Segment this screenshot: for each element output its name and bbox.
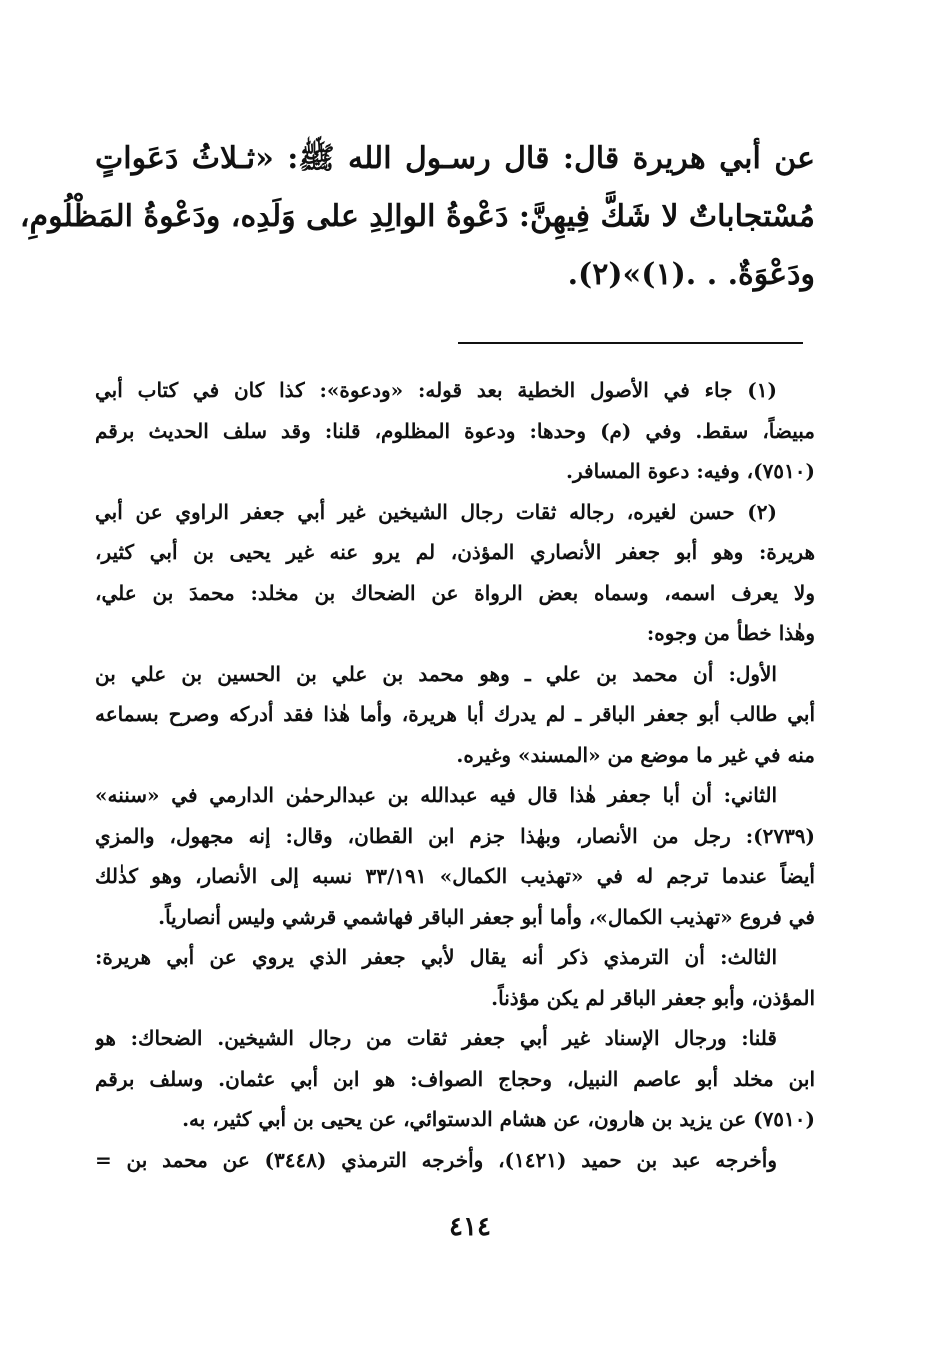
hadith-line: عن أبي هريرة قال: قال رسـول الله ﷺ: «ثـلاثُ دَعَواتٍ [95,141,815,176]
footnote-line: أيضاً عندما ترجم له في «تهذيب الكمال» ٣٣/١٩١ نسبه إلى الأنصار، وهو كذٰلك [95,864,815,888]
footnote-separator-rule [458,342,803,344]
page-number: ٤١٤ [449,1212,491,1242]
footnote-line: الثاني: أن أبا جعفر هٰذا قال فيه عبدالله بن عبدالرحمٰن الدارمي في «سننه» [95,783,777,807]
footnote-line: (١) جاء في الأصول الخطية بعد قوله: «ودعوة»: كذا كان في كتاب أبي [95,378,777,402]
footnote-2 [95,492,815,654]
footnote-1 [95,370,815,492]
hadith-line: مُسْتجاباتٌ لا شَكَّ فِيهِنَّ: دَعْوةُ الوالِدِ على وَلَدِه، ودَعْوةُ المَظْلُومِ، [19,199,815,234]
footnote-line: في فروع «تهذيب الكمال»، وأما أبو جعفر الباقر فهاشمي قرشي وليس أنصارياً. [158,904,815,929]
footnote-line: وهٰذا خطأ من وجوه: [646,621,815,645]
footnote-line: (٢) حسن لغيره، رجاله ثقات رجال الشيخين غير أبي جعفر الراوي عن أبي [95,499,777,524]
footnote-line: ابن مخلد أبو عاصم النبيل، وحجاج الصواف: هو ابن أبي عثمان. وسلف برقم [95,1066,815,1091]
footnote-line: قلنا: ورجال الإسناد غير أبي جعفر ثقات من رجال الشيخين. الضحاك: هو [95,1026,777,1050]
footnote-2-second-reason [95,775,815,937]
footnote-line: أبي طالب أبو جعفر الباقر ـ لم يدرك أبا هريرة، وأما هٰذا فقد أدركه وصرح بسماعه [95,702,815,726]
footnote-line: (٧٥١٠)، وفيه: دعوة المسافر. [566,459,815,483]
footnote-line: الثالث: أن الترمذي ذكر أنه يقال لأبي جعفر الذي يروي عن أبي هريرة: [95,945,777,969]
footnote-line: وأخرجه عبد بن حميد (١٤٢١)، وأخرجه الترمذي (٣٤٤٨) عن محمد بن = [95,1147,777,1172]
footnote-line: المؤذن، وأبو جعفر الباقر لم يكن مؤذناً. [491,985,815,1010]
hadith-line: ودَعْوَةٌ. . .(١)»(٢). [567,257,815,292]
footnote-line: (٢٧٣٩): رجل من الأنصار، وبهٰذا جزم ابن القطان، وقال: إنه مجهول، والمزي [95,823,815,848]
footnote-2-takhrij [95,1140,815,1181]
footnote-line: ولا يعرف اسمه، وسماه بعض الرواة عن الضحاك بن مخلد: محمدَ بن علي، [95,580,815,605]
footnote-2-first-reason [95,654,815,776]
footnote-line: منه في غير ما موضع من «المسند» وغيره. [456,742,815,767]
footnote-line: الأول: أن محمد بن علي ـ وهو محمد بن علي بن الحسين بن علي بن [95,661,777,686]
footnotes [95,370,815,1180]
footnote-2-conclusion [95,1018,815,1140]
footnote-2-third-reason [95,937,815,1018]
footnote-line: (٧٥١٠) عن يزيد بن هارون، عن هشام الدستوائي، عن يحيى بن أبي كثير، به. [182,1107,815,1131]
hadith-text [19,130,815,304]
footnote-line: مبيضاً، سقط. وفي (م) وحدها: ودعوة المظلوم، قلنا: وقد سلف الحديث برقم [95,418,815,443]
footnote-line: هريرة: وهو أبو جعفر الأنصاري المؤذن، لم يرو عنه غير يحيى بن أبي كثير، [95,540,815,564]
